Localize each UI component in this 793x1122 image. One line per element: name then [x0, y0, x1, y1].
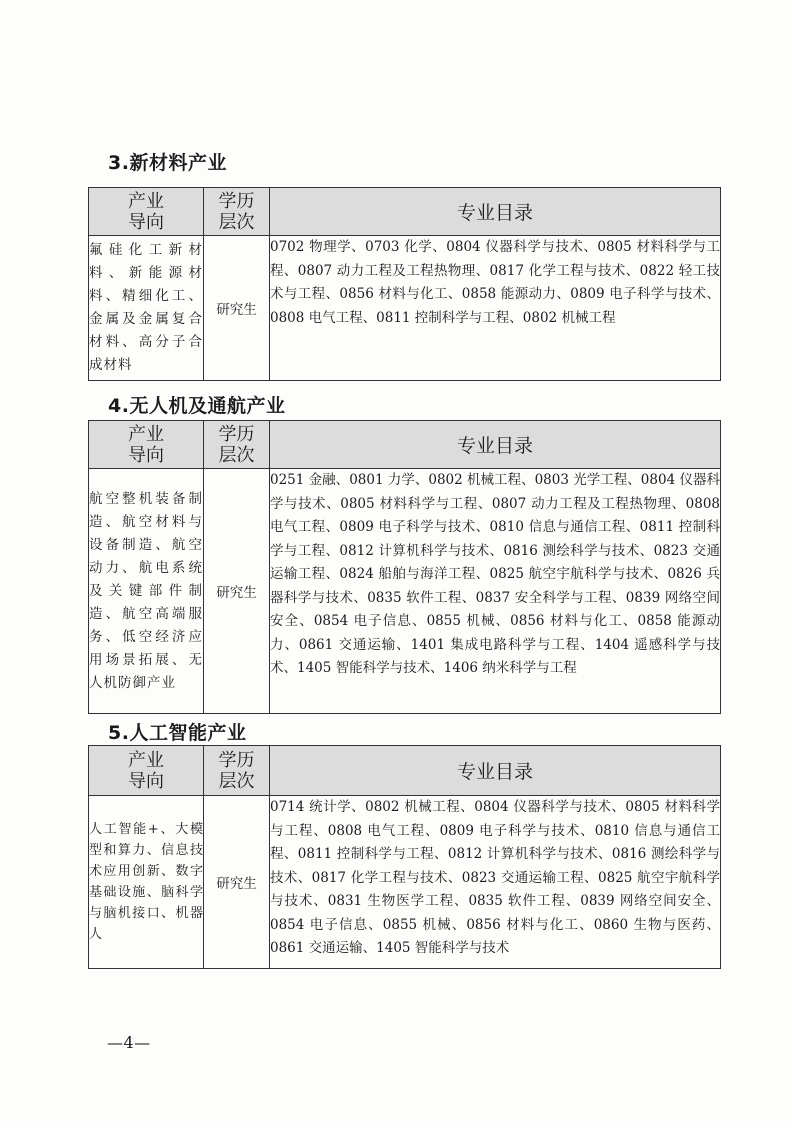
header-level: 学历 层次 [204, 746, 270, 796]
catalog-table-new-materials [88, 187, 721, 381]
header-level: 学历 层次 [204, 188, 270, 236]
education-level-cell: 研究生 [204, 469, 270, 714]
major-catalog-cell: 0251 金融、0801 力学、0802 机械工程、0803 光学工程、0804 仪器科学与技术、0805 材料科学与工程、0807 动力工程及工程热物理、0808 电气工程、0809 电子科学与技术、0810 信息与通信工程、0811 控制科学与工程、0812 计算机科学与技术、0816 测绘科学与技术、0823 交通运输工程、0824 船舶与海洋工程、0825 航空宇航科学与技术、0826 兵器科学与技术、0835 软件工程、0837 安全科学与工程、0839 网络空间安全、0854 电子信息、0855 机械、0856 材料与化工、0858 能源动力、0861 交通运输、1401 集成电路科学与工程、1404 遥感科学与技术、1405 智能科学与技术、1406 纳米科学与工程 [270, 469, 721, 714]
header-orientation: 产业 导向 [89, 188, 204, 236]
header-catalog: 专业目录 [270, 421, 721, 469]
header-catalog: 专业目录 [270, 746, 721, 796]
header-catalog: 专业目录 [270, 188, 721, 236]
page-number: —4— [107, 1033, 151, 1052]
industry-orientation-cell: 航空整机装备制造、航空材料与设备制造、航空动力、航电系统及关键部件制造、航空高端服务、低空经济应用场景拓展、无人机防御产业 [89, 469, 204, 714]
major-catalog-cell: 0702 物理学、0703 化学、0804 仪器科学与技术、0805 材料科学与工程、0807 动力工程及工程热物理、0817 化学工程与技术、0822 轻工技术与工程、0856 材料与化工、0858 能源动力、0809 电子科学与技术、0808 电气工程、0811 控制科学与工程、0802 机械工程 [270, 236, 721, 381]
industry-orientation-cell: 人工智能+、大模型和算力、信息技术应用创新、数字基础设施、脑科学与脑机接口、机器人 [89, 796, 204, 969]
header-orientation: 产业 导向 [89, 746, 204, 796]
education-level-cell: 研究生 [204, 796, 270, 969]
header-orientation: 产业 导向 [89, 421, 204, 469]
section-title-uav-aviation: 4.无人机及通航产业 [108, 395, 286, 417]
section-title-new-materials: 3.新材料产业 [108, 152, 227, 174]
industry-orientation-cell: 氟硅化工新材料、新能源材料、精细化工、金属及金属复合材料、高分子合成材料 [89, 236, 204, 381]
catalog-table-ai [88, 745, 721, 969]
section-title-ai: 5.人工智能产业 [108, 722, 247, 744]
header-level: 学历 层次 [204, 421, 270, 469]
catalog-table-uav-aviation [88, 420, 721, 714]
major-catalog-cell: 0714 统计学、0802 机械工程、0804 仪器科学与技术、0805 材料科学与工程、0808 电气工程、0809 电子科学与技术、0810 信息与通信工程、0811 控制科学与工程、0812 计算机科学与技术、0816 测绘科学与技术、0817 化学工程与技术、0823 交通运输工程、0825 航空宇航科学与技术、0831 生物医学工程、0835 软件工程、0839 网络空间安全、0854 电子信息、0855 机械、0856 材料与化工、0860 生物与医药、0861 交通运输、1405 智能科学与技术 [270, 796, 721, 969]
education-level-cell: 研究生 [204, 236, 270, 381]
